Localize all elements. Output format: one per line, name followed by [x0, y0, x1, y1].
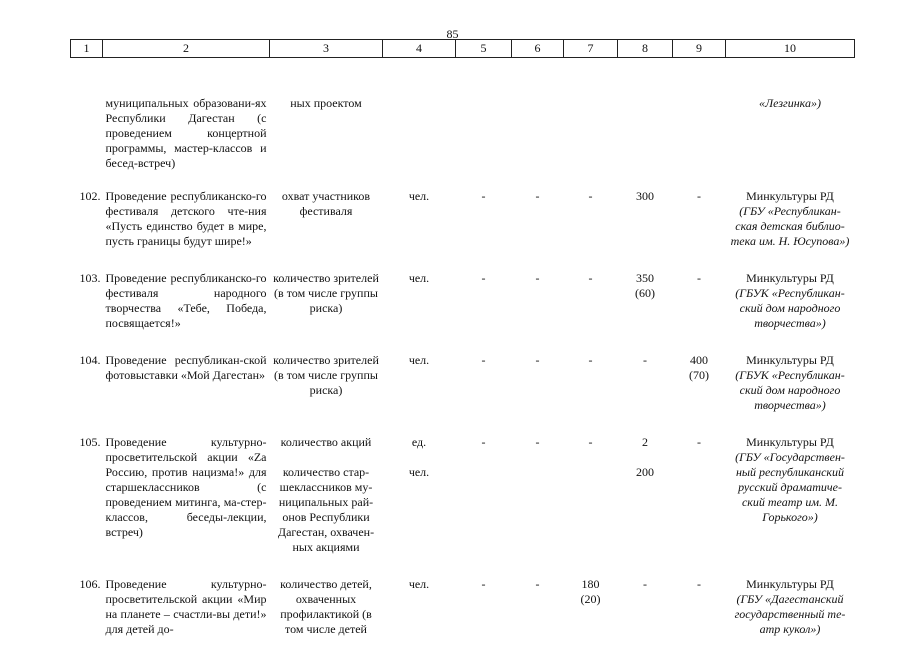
value-col5: - [481, 271, 486, 285]
spacer [386, 450, 453, 465]
value-col5 [456, 58, 512, 180]
executor-ministry: Минкультуры РД [746, 189, 834, 203]
executor-organization: «Лезгинка») [759, 96, 821, 110]
header-cell: 8 [618, 40, 673, 58]
executor [726, 425, 855, 567]
value-col7 [564, 58, 618, 180]
value-col9 [673, 58, 726, 180]
value-col8-secondary: 200 [636, 465, 654, 479]
indicator [270, 425, 383, 567]
row-number: 104. [79, 353, 101, 367]
header-cell: 7 [564, 40, 618, 58]
value-col8 [618, 425, 673, 567]
event-description: муниципальных образовани-ях Республики Дагестан (с проведением концертной программы, мастер-классов и бесед-встреч) [105, 96, 267, 170]
value-col6: - [535, 271, 540, 285]
unit: чел. [408, 353, 430, 367]
unit: чел. [408, 271, 430, 285]
row-number: 105. [79, 435, 101, 449]
indicator: количество зрителей (в том числе группы риска) [273, 271, 379, 315]
event-description: Проведение республиканско-го фестиваля детского чте-ния «Пусть единство будет в мире, пусть границы будут шире!» [105, 189, 267, 248]
row-number: 103. [79, 271, 101, 285]
value-col9: 400 (70) [689, 353, 709, 382]
value-col6: - [535, 435, 540, 449]
executor-organization: (ГБУ «Республикан-ская детская библио-тека им. Н. Юсупова») [730, 204, 850, 248]
executor [726, 261, 855, 343]
value-col5: - [481, 353, 486, 367]
value-col9: - [697, 435, 701, 449]
value-col7: 180 (20) [580, 577, 601, 606]
executor-organization: (ГБУ «Дагестанский государственный те-атр кукол») [734, 592, 846, 636]
executor-ministry: Минкультуры РД [746, 435, 834, 449]
value-col5: - [481, 577, 486, 591]
value-col7: - [588, 353, 593, 367]
event-description: Проведение культурно-просветительской акции «Za Россию, против нацизма!» для старшеклассников (с проведением митинга, ма-стер-классов, беседы-лекции, встреч) [105, 435, 267, 539]
value-col6: - [535, 189, 540, 203]
indicator: охват участников фестиваля [281, 189, 371, 218]
executor-ministry: Минкультуры РД [746, 577, 834, 591]
indicator: количество зрителей (в том числе группы риска) [273, 353, 379, 397]
value-col8: 350 (60) [635, 271, 655, 300]
indicator-secondary: количество стар-шеклассников му-ниципальных рай-онов Республики Дагестан, охвачен-ных акциями [277, 465, 375, 554]
table-row [71, 343, 855, 425]
unit-secondary: чел. [408, 465, 430, 479]
executor-organization: (ГБУК «Республикан-ский дом народного творчества») [735, 368, 845, 412]
value-col7: - [588, 189, 593, 203]
executor-ministry: Минкультуры РД [746, 353, 834, 367]
value-col5: - [481, 189, 486, 203]
unit: чел. [408, 577, 430, 591]
header-cell: 5 [456, 40, 512, 58]
spacer [273, 450, 380, 465]
header-row [71, 40, 855, 58]
value-col7: - [588, 271, 593, 285]
value-col8: - [643, 577, 647, 591]
executor [726, 58, 855, 180]
value-col8 [618, 58, 673, 180]
header-cell: 2 [103, 40, 270, 58]
value-col9: - [697, 577, 701, 591]
executor [726, 567, 855, 649]
event-description: Проведение республиканско-го фестиваля народного творчества «Тебе, Победа, посвящается!» [105, 271, 267, 330]
table-row [71, 567, 855, 649]
unit: чел. [408, 189, 430, 203]
row-number: 102. [79, 189, 101, 203]
value-col6: - [535, 353, 540, 367]
program-table [70, 39, 855, 649]
table-row [71, 261, 855, 343]
row-number: 106. [79, 577, 101, 591]
unit [383, 425, 456, 567]
value-col6: - [535, 577, 540, 591]
value-col7: - [588, 435, 593, 449]
executor [726, 179, 855, 261]
value-col9: - [697, 189, 701, 203]
executor-organization: (ГБУК «Республикан-ский дом народного творчества») [735, 286, 845, 330]
table-row [71, 425, 855, 567]
unit [383, 58, 456, 180]
header-cell: 6 [512, 40, 564, 58]
table-row [71, 58, 855, 180]
header-cell: 9 [673, 40, 726, 58]
header-cell: 1 [71, 40, 103, 58]
value-col8-primary: 2 [642, 435, 648, 449]
value-col9: - [697, 271, 701, 285]
value-col5: - [481, 435, 486, 449]
header-cell: 10 [726, 40, 855, 58]
spacer [621, 450, 670, 465]
value-col8: - [643, 353, 647, 367]
indicator: количество детей, охваченных профилактикой (в том числе детей [280, 577, 372, 636]
header-cell: 3 [270, 40, 383, 58]
executor-ministry: Минкультуры РД [746, 271, 834, 285]
executor-organization: (ГБУ «Государствен-ный республиканский русский драматиче-ский театр им. М. Горького») [735, 450, 845, 524]
indicator-primary: количество акций [280, 435, 372, 449]
value-col6 [512, 58, 564, 180]
row-number [71, 58, 103, 180]
page-number: 85 [446, 27, 459, 41]
event-description: Проведение культурно-просветительской акции «Мир на планете – счастли-вы дети!» для детей до- [105, 577, 267, 636]
header-cell: 4 [383, 40, 456, 58]
unit-primary: ед. [411, 435, 427, 449]
indicator: ных проектом [290, 96, 362, 110]
executor [726, 343, 855, 425]
value-col8: 300 [636, 189, 654, 203]
event-description: Проведение республикан-ской фотовыставки «Мой Дагестан» [105, 353, 267, 382]
table-row [71, 179, 855, 261]
